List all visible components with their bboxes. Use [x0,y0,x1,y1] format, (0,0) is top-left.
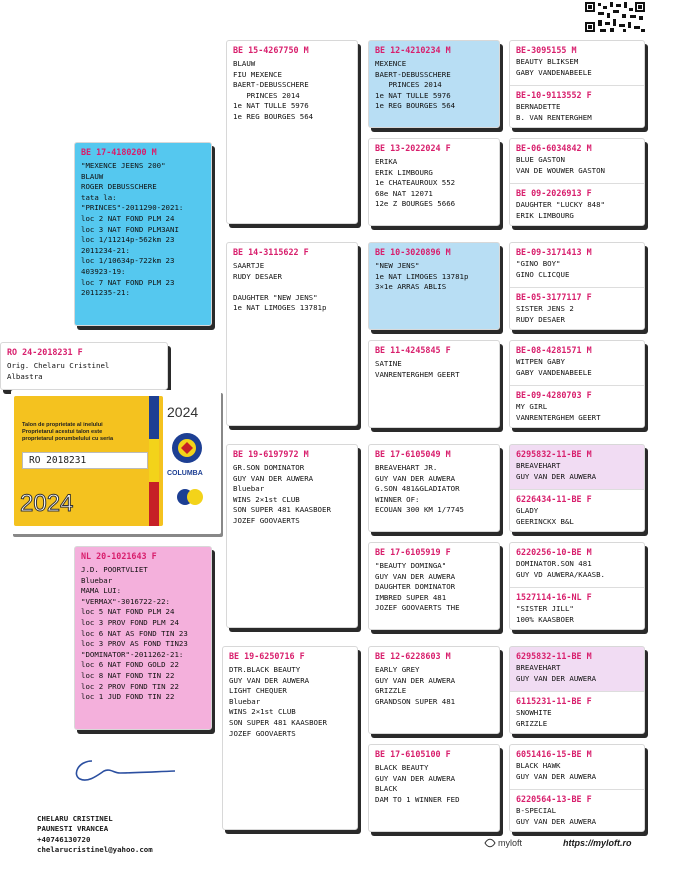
granddam-card [368,138,500,226]
great-granddam [510,489,644,532]
great-grandsire [510,745,644,789]
sire-card [226,444,358,628]
main-dam-card [74,546,212,730]
ring-number: RO 24-2018231 F [7,347,83,357]
great-grandsire [510,341,644,385]
great-grandparents-pair [509,542,645,630]
bird-details: EARLY GREY GUY VAN DER AUWERA GRIZZLE GRANDSON SUPER 481 [375,665,456,706]
bird-details: SAARTJE RUDY DESAER DAUGHTER "NEW JENS" 1e NAT LIMOGES 13781p [233,261,327,313]
bird-details: BLAUW FIU MEXENCE BAERT-DEBUSSCHERE PRINCES 2014 1e NAT TULLE 5976 1e REG BOURGES 564 [233,59,314,121]
granddam-card [368,744,500,832]
ring-number: 6295832-11-BE M [516,651,592,661]
ring-number: BE 17-4180200 M [81,147,157,157]
great-grandparents-pair [509,744,645,832]
ring-number: BE-09-4280703 F [516,390,592,400]
bird-details: SATINE VANRENTERGHEM GEERT [375,359,460,379]
tag-year: 2024 [20,490,74,517]
great-grandparents-pair [509,40,645,128]
great-grandsire [510,139,644,183]
tag-background [14,396,163,526]
ring-number: BE-10-9113552 F [516,90,592,100]
bird-details: "GINO BOY" GINO CLICQUE [516,259,570,279]
main-sire-card [74,142,212,326]
tag-ring: RO 2018231 [22,452,148,469]
ring-number: 1527114-16-NL F [516,592,592,602]
ring-number: BE 19-6197972 M [233,449,309,459]
ring-number: NL 20-1021643 F [81,551,157,561]
ring-number: 6226434-11-BE F [516,494,592,504]
ring-number: BE 11-4245845 F [375,345,451,355]
great-granddam [510,183,644,226]
great-granddam [510,85,644,128]
bird-details: DOMINATOR.SON 481 GUY VD AUWERA/KAASB. [516,559,605,579]
bird-details: BREAVEHART GUY VAN DER AUWERA [516,461,597,481]
grandsire-card [368,242,500,330]
bird-details: GLADY GEERINCKX B&L [516,506,574,526]
dam-card [226,242,358,426]
great-granddam [510,287,644,330]
bird-details: BEAUTY BLIKSEM GABY VANDENABEELE [516,57,592,77]
tag-year-small: 2024 [167,404,199,420]
bird-details: DAUGHTER "LUCKY 848" ERIK LIMBOURG [516,200,605,220]
ring-number: BE 17-6105100 F [375,749,451,759]
myloft-brand: myloft [498,838,523,848]
ring-number: 6115231-11-BE F [516,696,592,706]
bird-details: WITPEN GABY GABY VANDENABEELE [516,357,592,377]
bird-details: GR.SON DOMINATOR GUY VAN DER AUWERA Bluebar WINS 2×1st CLUB SON SUPER 481 KAASBOER JOZEF GOOVAERTS [233,463,331,525]
ring-number: BE 17-6105049 M [375,449,451,459]
ring-number: BE 09-2026913 F [516,188,592,198]
ring-number: BE 12-4210234 M [375,45,451,55]
subject-card [0,342,168,390]
bird-details: MEXENCE BAERT-DEBUSSCHERE PRINCES 2014 1e NAT TULLE 5976 1e REG BOURGES 564 [375,59,456,111]
grandsire-card [368,646,500,734]
great-grandparents-pair [509,340,645,428]
grandsire-card [368,40,500,128]
great-grandsire [510,647,644,691]
ring-number: BE-09-3171413 M [516,247,592,257]
ring-number: 6220256-10-BE M [516,547,592,557]
bird-details: BREAVEHART GUY VAN DER AUWERA [516,663,597,683]
bird-details: BLACK BEAUTY GUY VAN DER AUWERA BLACK DAM TO 1 WINNER FED [375,763,460,804]
bird-details: "NEW JENS" 1e NAT LIMOGES 13781p 3×1e ARRAS ABLIS [375,261,469,292]
great-grandsire [510,445,644,489]
bird-details: BREAVEHART JR. GUY VAN DER AUWERA G.SON 481&GLADIATOR WINNER OF: ECOUAN 300 KM 1/7745 [375,463,464,515]
ownership-tag [11,390,221,534]
bird-details: SISTER JENS 2 RUDY DESAER [516,304,574,324]
great-granddam [510,691,644,734]
dam-card [222,646,358,830]
ring-number: BE 19-6250716 F [229,651,305,661]
bird-details: DTR.BLACK BEAUTY GUY VAN DER AUWERA LIGHT CHEQUER Bluebar WINS 2×1st CLUB SON SUPER 481 KAASBOER JOZEF GOOVAERTS [229,665,327,738]
granddam-card [368,340,500,428]
ring-number: BE 15-4267750 M [233,45,309,55]
sire-card [226,40,358,224]
ring-number: 6051416-15-BE M [516,749,592,759]
great-grandsire [510,41,644,85]
qr-code [583,0,647,34]
bird-details: "BEAUTY DOMINGA" GUY VAN DER AUWERA DAUGHTER DOMINATOR IMBRED SUPER 481 JOZEF GOOVAERTS THE [375,561,460,613]
bird-details: BLUE GASTON VAN DE WOUWER GASTON [516,155,605,175]
bird-details: SNOWHITE GRIZZLE [516,708,552,728]
seal-icon [175,486,205,508]
grandsire-card [368,444,500,532]
columba-label: COLUMBA [167,470,203,477]
bird-details: "MEXENCE JEENS 200" BLAUW ROGER DEBUSSCHERE tata la: "PRINCES"-2011290-2021: loc 2 NAT FOND PLM 24 loc 3 NAT FOND PLM3ANI loc 1/11214p-562km 23 2011234-21: loc 1/10634p-722km 23 403923-19: loc 7 NAT FOND PLM 23 2011235-21: [81,161,184,298]
ring-number: BE 17-6105919 F [375,547,451,557]
bird-details: "SISTER JILL" 100% KAASBOER [516,604,574,624]
ring-number: 6295832-11-BE M [516,449,592,459]
bird-details: BLACK HAWK GUY VAN DER AUWERA [516,761,597,781]
bird-details: BERNADETTE B. VAN RENTERGHEM [516,102,592,122]
ring-number: BE 10-3020896 M [375,247,451,257]
bird-details: MY GIRL VANRENTERGHEM GEERT [516,402,601,422]
owner-contact: CHELARU CRISTINEL PAUNESTI VRANCEA +40746130720 chelarucristinel@yahoo.com [37,814,153,855]
bird-details: B-SPECIAL GUY VAN DER AUWERA [516,806,597,826]
flag-stripe [149,396,159,526]
ring-number: BE-05-3177117 F [516,292,592,302]
granddam-card [368,542,500,630]
great-grandparents-pair [509,242,645,330]
great-grandsire [510,543,644,587]
great-granddam [510,789,644,832]
great-grandparents-pair [509,444,645,532]
great-granddam [510,385,644,428]
ring-number: 6220564-13-BE F [516,794,592,804]
bird-details: ERIKA ERIK LIMBOURG 1e CHATEAUROUX 552 68e NAT 12071 12e Z BOURGES 5666 [375,157,456,209]
ring-number: BE 12-6228603 M [375,651,451,661]
myloft-logo-icon [483,836,497,850]
tag-text: Talon de proprietate al inelului Proprietarul acestui talon este proprietarul porumbelului cu seria [22,422,114,442]
ring-number: BE 13-2022024 F [375,143,451,153]
great-granddam [510,587,644,630]
great-grandparents-pair [509,138,645,226]
great-grandsire [510,243,644,287]
ring-number: BE-06-6034842 M [516,143,592,153]
bird-details: J.D. POORTVLIET Bluebar MAMA LUI: "VERMAX"-3016722-22: loc 5 NAT FOND PLM 24 loc 3 PROV FOND PLM 24 loc 6 NAT AS FOND TIN 23 loc 3 PROV AS FOND TIN23 "DOMINATOR"-2011262-21: loc 6 NAT FOND GOLD 22 loc 8 NAT FOND TIN 22 loc 2 PROV FOND TIN 22 loc 1 JUD FOND TIN 22 [81,565,188,702]
great-grandparents-pair [509,646,645,734]
ring-number: BE 14-3115622 F [233,247,309,257]
myloft-url: https://myloft.ro [563,838,632,848]
bird-details: Orig. Chelaru Cristinel Albastra [7,361,110,381]
ring-number: BE-3095155 M [516,45,577,55]
ring-number: BE-08-4281571 M [516,345,592,355]
signature [70,755,180,785]
